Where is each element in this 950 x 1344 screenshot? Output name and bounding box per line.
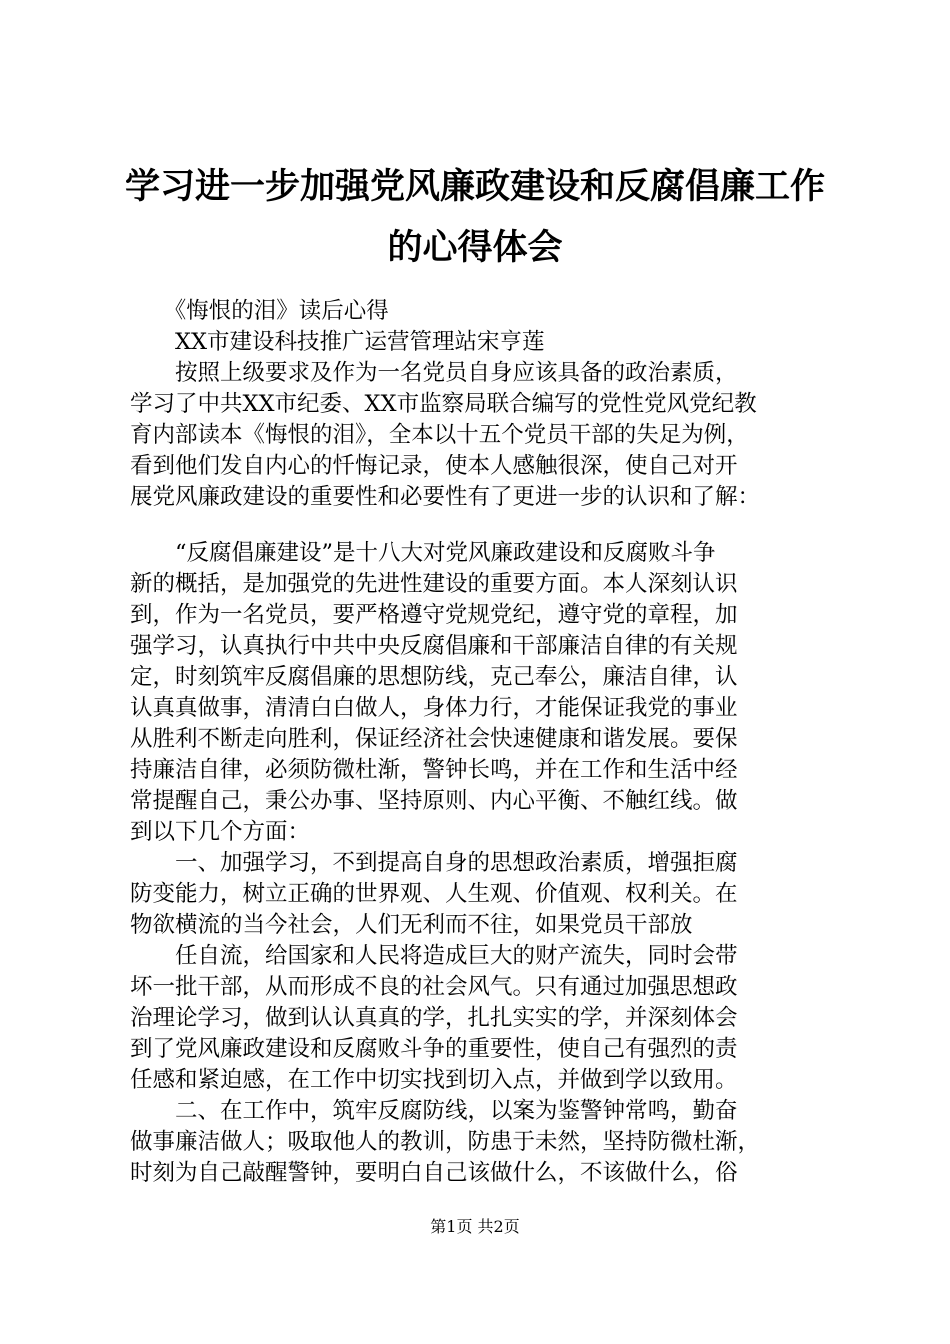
body-line: 到以下几个方面： — [130, 819, 311, 845]
body-line: 任感和紧迫感，在工作中切实找到切入点，并做到学以致用。 — [130, 1067, 738, 1093]
document-title-line-1: 学习进一步加强党风廉政建设和反腐倡廉工作 — [124, 167, 825, 207]
body-line: 学习了中共XX市纪委、XX市监察局联合编写的党性党风党纪教 — [130, 391, 757, 417]
body-line: 持廉洁自律，必须防微杜渐，警钟长鸣，并在工作和生活中经 — [130, 757, 738, 783]
body-line: 常提醒自己，秉公办事、坚持原则、内心平衡、不触红线。做 — [130, 788, 738, 814]
body-line: 时刻为自己敲醒警钟，要明白自己该做什么，不该做什么，俗 — [130, 1160, 738, 1186]
body-line: 防变能力，树立正确的世界观、人生观、价值观、权利关。在 — [130, 881, 738, 907]
body-line: 一、加强学习，不到提高自身的思想政治素质，增强拒腐 — [130, 850, 738, 876]
body-line: 治理论学习，做到认认真真的学，扎扎实实的学，并深刻体会 — [130, 1005, 738, 1031]
body-line: 展党风廉政建设的重要性和必要性有了更进一步的认识和了解： — [130, 484, 761, 510]
body-line: 认真真做事，清清白白做人，身体力行，才能保证我党的事业 — [130, 695, 738, 721]
body-line: 强学习，认真执行中共中央反腐倡廉和干部廉洁自律的有关规 — [130, 633, 738, 659]
body-line: 做事廉洁做人；吸取他人的教训，防患于未然，坚持防微杜渐， — [130, 1129, 761, 1155]
body-line: “反腐倡廉建设”是十八大对党风廉政建设和反腐败斗争 — [130, 540, 716, 566]
body-line: 到了党风廉政建设和反腐败斗争的重要性，使自己有强烈的责 — [130, 1036, 738, 1062]
body-line: 从胜利不断走向胜利，保证经济社会快速健康和谐发展。要保 — [130, 726, 738, 752]
body-line: 任自流，给国家和人民将造成巨大的财产流失，同时会带 — [130, 943, 738, 969]
document-title-line-2: 的心得体会 — [387, 228, 563, 268]
page-number-footer: 第1页 共2页 — [430, 1217, 520, 1236]
body-line: 物欲横流的当今社会，人们无利而不往，如果党员干部放 — [130, 912, 693, 938]
body-line: 二、在工作中，筑牢反腐防线，以案为鉴警钟常鸣，勤奋 — [130, 1098, 738, 1124]
body-line: 《悔恨的泪》读后心得 — [130, 298, 389, 324]
body-line: 看到他们发自内心的忏悔记录，使本人感触很深，使自己对开 — [130, 453, 738, 479]
body-line: 新的概括，是加强党的先进性建设的重要方面。本人深刻认识 — [130, 571, 738, 597]
body-line: 定，时刻筑牢反腐倡廉的思想防线，克己奉公，廉洁自律，认 — [130, 664, 738, 690]
body-line: XX市建设科技推广运营管理站宋亨莲 — [130, 329, 545, 355]
body-line: 坏一批干部，从而形成不良的社会风气。只有通过加强思想政 — [130, 974, 738, 1000]
body-line: 育内部读本《悔恨的泪》，全本以十五个党员干部的失足为例， — [130, 422, 749, 448]
body-line: 按照上级要求及作为一名党员自身应该具备的政治素质， — [130, 360, 738, 386]
body-line: 到，作为一名党员，要严格遵守党规党纪，遵守党的章程，加 — [130, 602, 738, 628]
